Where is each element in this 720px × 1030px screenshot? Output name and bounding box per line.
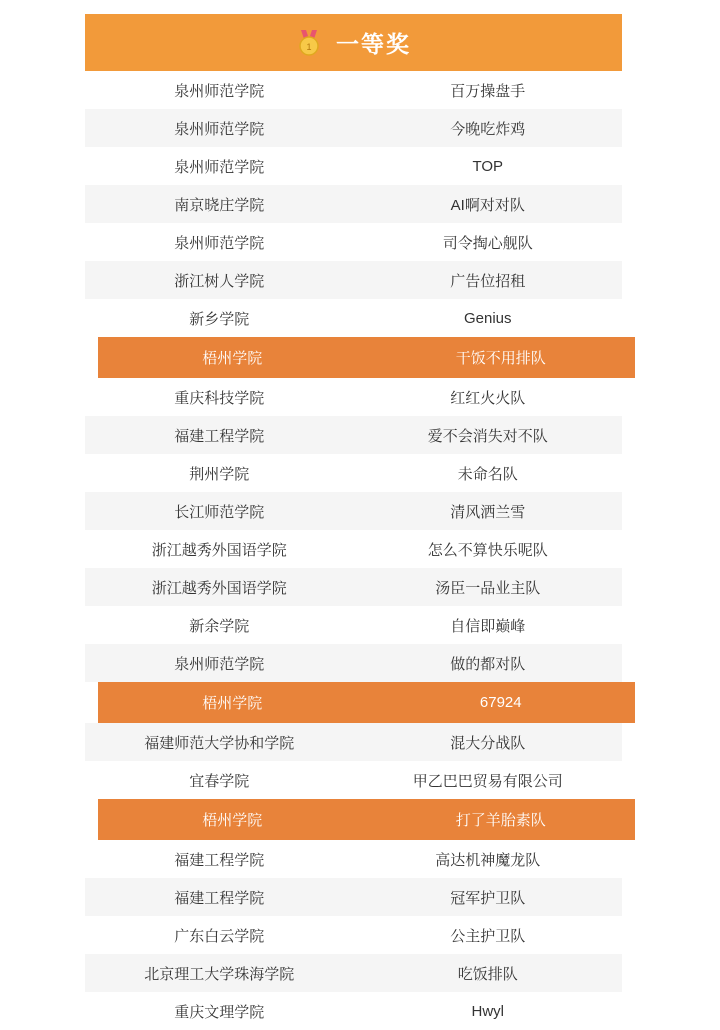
cell-team: 打了羊胎素队 (455, 812, 546, 829)
table-row[interactable] (85, 761, 622, 799)
table-row[interactable] (85, 71, 622, 109)
table-row[interactable] (85, 185, 622, 223)
cell-team: 甲乙巴巴贸易有限公司 (412, 772, 563, 790)
cell-school: 泉州师范学院 (174, 158, 265, 176)
table-row[interactable] (85, 299, 622, 337)
table-row[interactable] (85, 723, 622, 761)
cell-team: 清风洒兰雪 (450, 503, 526, 521)
cell-team: 汤臣一品业主队 (435, 579, 541, 597)
table-row[interactable] (85, 916, 622, 954)
cell-team: 吃饭排队 (457, 965, 518, 983)
cell-team: Hwyl (471, 1002, 504, 1020)
cell-school: 新余学院 (189, 617, 250, 635)
table-row[interactable] (85, 378, 622, 416)
cell-school: 福建师范大学协和学院 (144, 734, 295, 752)
cell-team: 高达机神魔龙队 (435, 851, 541, 869)
table-row[interactable] (85, 644, 622, 682)
award-header (85, 14, 622, 71)
table-row[interactable] (85, 261, 622, 299)
cell-school: 浙江树人学院 (174, 272, 265, 290)
cell-school: 泉州师范学院 (174, 82, 265, 100)
cell-school: 重庆科技学院 (174, 389, 265, 407)
award-rows (85, 71, 622, 1030)
table-row[interactable] (85, 147, 622, 185)
cell-school: 荆州学院 (189, 465, 250, 483)
cell-team: 百万操盘手 (450, 82, 526, 100)
table-row[interactable] (98, 799, 635, 840)
cell-team: 红红火火队 (450, 389, 526, 407)
cell-school: 福建工程学院 (174, 889, 265, 907)
cell-team: 混大分战队 (450, 734, 526, 752)
cell-team: 司令掏心舰队 (442, 234, 533, 252)
cell-school: 新乡学院 (189, 310, 250, 328)
cell-team: 67924 (479, 694, 522, 711)
table-row[interactable] (85, 954, 622, 992)
cell-team: 广告位招租 (450, 272, 526, 290)
cell-school: 浙江越秀外国语学院 (151, 579, 287, 597)
table-row[interactable] (85, 878, 622, 916)
cell-school: 宜春学院 (189, 772, 250, 790)
table-row[interactable] (85, 223, 622, 261)
table-row[interactable] (85, 840, 622, 878)
cell-team: 干饭不用排队 (455, 350, 546, 367)
cell-team: 未命名队 (457, 465, 518, 483)
cell-school: 浙江越秀外国语学院 (151, 541, 287, 559)
cell-school: 泉州师范学院 (174, 120, 265, 138)
cell-school: 广东白云学院 (174, 927, 265, 945)
table-row[interactable] (85, 492, 622, 530)
table-row[interactable] (85, 109, 622, 147)
cell-team: TOP (472, 157, 504, 175)
svg-text:1: 1 (306, 41, 312, 52)
cell-team: 自信即巅峰 (450, 617, 526, 635)
table-row[interactable] (85, 530, 622, 568)
cell-school: 梧州学院 (202, 350, 263, 367)
medal-icon (296, 29, 322, 57)
cell-team: 冠军护卫队 (450, 889, 526, 907)
cell-team: 怎么不算快乐呢队 (427, 541, 548, 559)
award-panel (85, 14, 622, 1030)
cell-school: 南京晓庄学院 (174, 196, 265, 214)
cell-team: 公主护卫队 (450, 927, 526, 945)
table-row[interactable] (98, 337, 635, 378)
cell-school: 泉州师范学院 (174, 234, 265, 252)
cell-school: 北京理工大学珠海学院 (144, 965, 295, 983)
cell-team: 做的都对队 (450, 655, 526, 673)
cell-team: Genius (463, 309, 512, 327)
cell-school: 梧州学院 (202, 812, 263, 829)
table-row[interactable] (85, 416, 622, 454)
cell-school: 泉州师范学院 (174, 655, 265, 673)
cell-school: 长江师范学院 (174, 503, 265, 521)
cell-school: 重庆文理学院 (174, 1003, 265, 1021)
award-title: 一等奖 (336, 31, 411, 57)
cell-school: 梧州学院 (202, 695, 263, 712)
table-row[interactable] (85, 568, 622, 606)
cell-team: AI啊对对队 (450, 196, 525, 214)
table-row[interactable] (85, 454, 622, 492)
cell-school: 福建工程学院 (174, 427, 265, 445)
cell-team: 爱不会消失对不队 (427, 427, 548, 445)
table-row[interactable] (85, 992, 622, 1030)
cell-team: 今晚吃炸鸡 (450, 120, 526, 138)
table-row[interactable] (85, 606, 622, 644)
table-row[interactable] (98, 682, 635, 723)
cell-school: 福建工程学院 (174, 851, 265, 869)
